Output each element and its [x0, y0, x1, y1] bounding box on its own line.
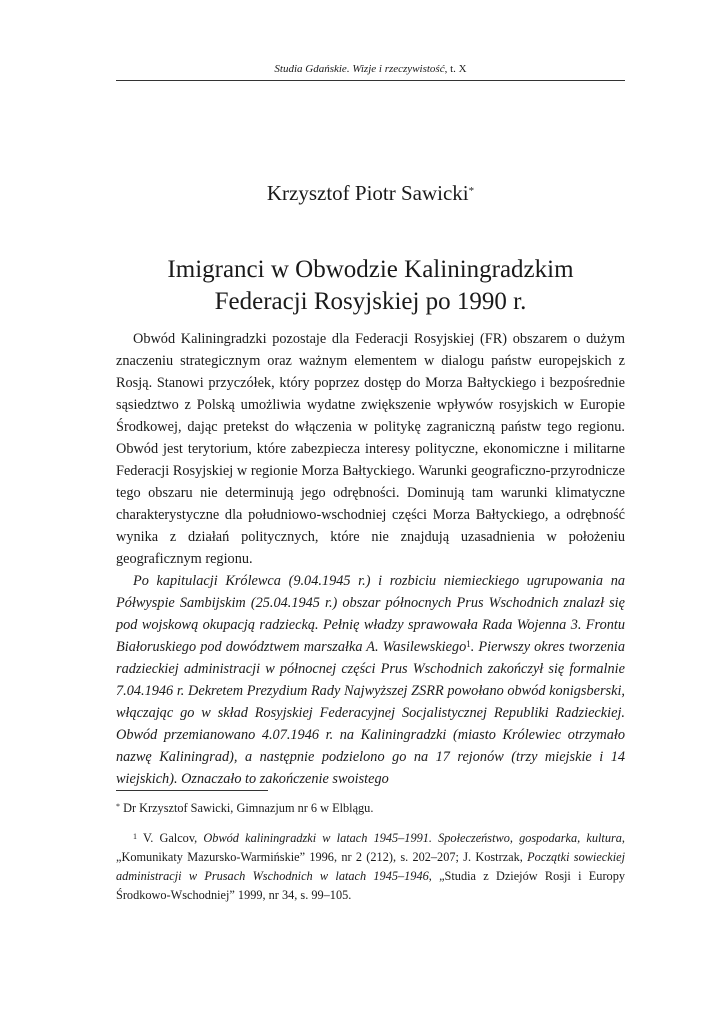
footnote-1-author-a: V. Galcov, [142, 831, 204, 845]
article-title-line-1: Imigranci w Obwodzie Kaliningradzkim [167, 256, 574, 283]
article-body [116, 328, 625, 790]
paragraph-2-text-a: Po kapitulacji Królewca (9.04.1945 r.) i rozbiciu niemieckiego ugrupowania na Półwyspie Sambijskim (25.04.1945 r.) obszar północnych Prus Wschodnich znalazł się pod wojskową okupacją radziecką. Pełnię władzy sprawowała Rada Wojenna 3. Frontu Białoruskiego pod dowództwem marszałka A. Wasilewskiego [116, 573, 625, 655]
footnote-1-source-a: , „Komunikaty Mazursko-Warmińskie” 1996, nr 2 (212), s. 202–207; J. Kostrzak, [116, 831, 625, 864]
footnote-1-source-b: , „Studia z Dziejów Rosji i Europy Środkowo-Wschodniej” 1999, nr 34, s. 99–105. [116, 869, 625, 902]
author-name: Krzysztof Piotr Sawicki [266, 181, 469, 205]
header-rule [116, 80, 625, 81]
volume-number: , t. X [444, 63, 467, 75]
footnote-star-mark: * [116, 802, 120, 811]
footnote-author-text: Dr Krzysztof Sawicki, Gimnazjum nr 6 w Elblągu. [123, 801, 374, 815]
footnote-1-title-a: Obwód kaliningradzki w latach 1945–1991. Społeczeństwo, gospodarka, kultura [203, 831, 622, 845]
footnote-ref-1: 1 [466, 639, 471, 649]
paragraph-2-text-b: . Pierwszy okres tworzenia radzieckiej administracji w północnej części Prus Wschodnich zakończył się formalnie 7.04.1946 r. Dekretem Prezydium Rady Najwyższej ZSRR powołano obwód konigsberski, włączając go w skład Rosyjskiej Federacyjnej Socjalistycznej Republiki Radzieckiej. Obwód przemianowano 4.07.1946 r. na Kaliningradzki (miasto Królewiec otrzymało nazwę Kaliningrad), a następnie podzielono go na 17 rejonów (trzy miejskie i 14 wiejskich). Oznaczało to zakończenie swoistego [116, 639, 625, 787]
author-footnote-mark: * [468, 185, 475, 197]
running-head [116, 62, 625, 76]
article-title [116, 254, 625, 318]
footnote-author [116, 799, 625, 818]
footnote-1-title-b: Początki sowieckiej administracji w Prusach Wschodnich w latach 1945–1946 [116, 850, 625, 883]
footnote-rule [116, 790, 268, 791]
paragraph-1: Obwód Kaliningradzki pozostaje dla Federacji Rosyjskiej (FR) obszarem o dużym znaczeniu strategicznym oraz ważnym elementem w dialogu państw europejskich z Rosją. Stanowi przyczółek, który poprzez dostęp do Morza Bałtyckiego i bezpośrednie sąsiedztwo z Polską umożliwia wydatne zwiększenie wpływów rosyjskich w Europie Środkowej, dając pretekst do włączenia w politykę zagraniczną państw tego regionu. Obwód jest terytorium, które zabezpiecza interesy polityczne, ekonomiczne i militarne Federacji Rosyjskiej w regionie Morza Bałtyckiego. Warunki geograficzno-przyrodnicze tego obszaru nie determinują jego odrębności. Dominują tam warunki klimatyczne charakterystyczne dla południowo-wschodniej części Morza Bałtyckiego, a odrębność wynika z działań politycznych, które nie znajdują uzasadnienia w położeniu geograficznym regionu. [116, 331, 625, 567]
footnote-1 [116, 829, 625, 905]
author-line [116, 180, 625, 206]
paragraph-2 [116, 570, 625, 790]
footnote-1-mark: 1 [133, 832, 137, 841]
journal-title: Studia Gdańskie. Wizje i rzeczywistość [274, 63, 445, 75]
article-title-line-2: Federacji Rosyjskiej po 1990 r. [214, 288, 527, 315]
